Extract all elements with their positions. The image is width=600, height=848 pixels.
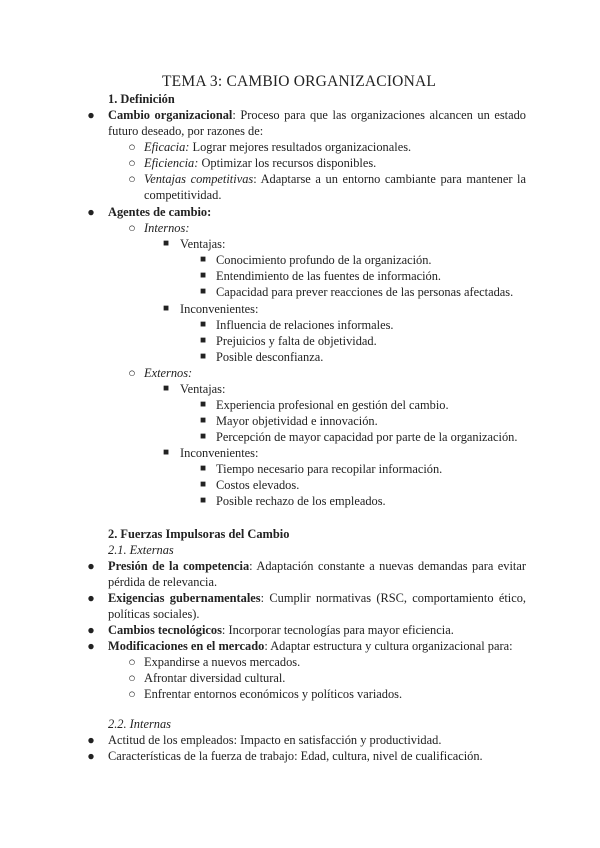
exigencias-term: Exigencias gubernamentales bbox=[108, 591, 261, 605]
razon-ventajas-line1 bbox=[144, 171, 526, 187]
internos-text: Internos bbox=[144, 221, 186, 235]
razon-term: Ventajas competitivas bbox=[144, 172, 254, 186]
list-item: Experiencia profesional en gestión del cambio. bbox=[216, 398, 449, 412]
bullet-square: ■ bbox=[162, 303, 170, 314]
bullet-circle: ○ bbox=[128, 671, 136, 685]
exigencias-line1 bbox=[108, 590, 526, 606]
externas-subheading: 2.1. Externas bbox=[108, 543, 174, 557]
presion-line1 bbox=[108, 558, 526, 574]
presion-text: : Adaptación constante a nuevas demandas para evitar bbox=[249, 559, 526, 573]
list-item: Características de la fuerza de trabajo: Edad, cultura, nivel de cualificación. bbox=[108, 749, 483, 763]
modificaciones-text: : Adaptar estructura y cultura organizacional para: bbox=[264, 639, 513, 653]
page-title: TEMA 3: CAMBIO ORGANIZACIONAL bbox=[162, 73, 437, 90]
int-inconv-label: Inconvenientes: bbox=[180, 302, 259, 316]
bullet-disc: ● bbox=[87, 205, 95, 219]
bullet-square: ■ bbox=[199, 335, 207, 346]
bullet-disc: ● bbox=[87, 623, 95, 637]
list-item: Conocimiento profundo de la organización. bbox=[216, 253, 432, 267]
bullet-square: ■ bbox=[199, 479, 207, 490]
externos-label: Externos: bbox=[144, 366, 193, 380]
bullet-square: ■ bbox=[199, 495, 207, 506]
bullet-disc: ● bbox=[87, 733, 95, 747]
list-item: Posible desconfianza. bbox=[216, 350, 324, 364]
bullet-square: ■ bbox=[162, 383, 170, 394]
cambio-org-term: Cambio organizacional bbox=[108, 108, 233, 122]
list-item: Posible rechazo de los empleados. bbox=[216, 494, 386, 508]
ext-inconv-label: Inconvenientes: bbox=[180, 446, 259, 460]
bullet-circle: ○ bbox=[128, 366, 136, 380]
int-ventajas-label: Ventajas: bbox=[180, 237, 226, 251]
bullet-square: ■ bbox=[199, 270, 207, 281]
razon-term: Eficiencia: bbox=[144, 156, 199, 170]
bullet-square: ■ bbox=[199, 399, 207, 410]
bullet-disc: ● bbox=[87, 749, 95, 763]
razon-text: Optimizar los recursos disponibles. bbox=[198, 156, 377, 170]
list-item: Influencia de relaciones informales. bbox=[216, 318, 394, 332]
tecnologicos-line bbox=[108, 622, 454, 638]
exigencias-text: : Cumplir normativas (RSC, comportamiento ético, bbox=[260, 591, 526, 605]
list-item: Enfrentar entornos económicos y políticos variados. bbox=[144, 687, 403, 701]
section-1-heading: 1. Definición bbox=[108, 92, 175, 106]
bullet-square: ■ bbox=[199, 351, 207, 362]
tecnologicos-text: : Incorporar tecnologías para mayor eficiencia. bbox=[221, 623, 454, 637]
razon-term: Eficacia: bbox=[144, 140, 190, 154]
bullet-square: ■ bbox=[199, 415, 207, 426]
section-2-heading: 2. Fuerzas Impulsoras del Cambio bbox=[108, 527, 290, 541]
list-item: Percepción de mayor capacidad por parte de la organización. bbox=[216, 430, 518, 444]
cambio-org-line2: futuro deseado, por razones de: bbox=[108, 124, 264, 138]
cambio-org-line1 bbox=[108, 107, 526, 123]
list-item: Prejuicios y falta de objetividad. bbox=[216, 334, 377, 348]
bullet-circle: ○ bbox=[128, 140, 136, 154]
cambio-org-text: : Proceso para que las organizaciones alcancen un estado bbox=[232, 108, 526, 122]
ext-ventajas-label: Ventajas: bbox=[180, 382, 226, 396]
list-item: Entendimiento de las fuentes de información. bbox=[216, 269, 442, 283]
list-item: Tiempo necesario para recopilar información. bbox=[216, 462, 443, 476]
list-item: Costos elevados. bbox=[216, 478, 300, 492]
bullet-disc: ● bbox=[87, 108, 95, 122]
internas-subheading: 2.2. Internas bbox=[108, 717, 171, 731]
list-item: Actitud de los empleados: Impacto en satisfacción y productividad. bbox=[108, 733, 442, 747]
agentes-heading: Agentes de cambio: bbox=[108, 205, 212, 219]
bullet-circle: ○ bbox=[128, 687, 136, 701]
presion-line2: pérdida de relevancia. bbox=[108, 575, 218, 589]
bullet-disc: ● bbox=[87, 559, 95, 573]
tecnologicos-term: Cambios tecnológicos bbox=[108, 623, 222, 637]
bullet-circle: ○ bbox=[128, 156, 136, 170]
razon-text: Lograr mejores resultados organizacionales. bbox=[189, 140, 412, 154]
bullet-circle: ○ bbox=[128, 172, 136, 186]
razon-text: : Adaptarse a un entorno cambiante para mantener la bbox=[253, 172, 526, 186]
razon-ventajas-line2: competitividad. bbox=[144, 188, 222, 202]
internos-label: Internos: bbox=[144, 221, 190, 235]
bullet-square: ■ bbox=[162, 238, 170, 249]
bullet-square: ■ bbox=[199, 463, 207, 474]
bullet-circle: ○ bbox=[128, 221, 136, 235]
modificaciones-line bbox=[108, 638, 513, 654]
presion-term: Presión de la competencia bbox=[108, 559, 250, 573]
list-item: Capacidad para prever reacciones de las personas afectadas. bbox=[216, 285, 514, 299]
bullet-circle: ○ bbox=[128, 655, 136, 669]
bullet-square: ■ bbox=[199, 286, 207, 297]
externos-text: Externos bbox=[144, 366, 189, 380]
bullet-disc: ● bbox=[87, 591, 95, 605]
razon-eficiencia bbox=[144, 155, 376, 171]
modificaciones-term: Modificaciones en el mercado bbox=[108, 639, 265, 653]
bullet-square: ■ bbox=[199, 319, 207, 330]
list-item: Expandirse a nuevos mercados. bbox=[144, 655, 301, 669]
bullet-disc: ● bbox=[87, 639, 95, 653]
list-item: Afrontar diversidad cultural. bbox=[144, 671, 286, 685]
razon-eficacia bbox=[144, 139, 411, 155]
bullet-square: ■ bbox=[199, 431, 207, 442]
bullet-square: ■ bbox=[162, 447, 170, 458]
exigencias-line2: políticas sociales). bbox=[108, 607, 200, 621]
list-item: Mayor objetividad e innovación. bbox=[216, 414, 378, 428]
bullet-square: ■ bbox=[199, 254, 207, 265]
